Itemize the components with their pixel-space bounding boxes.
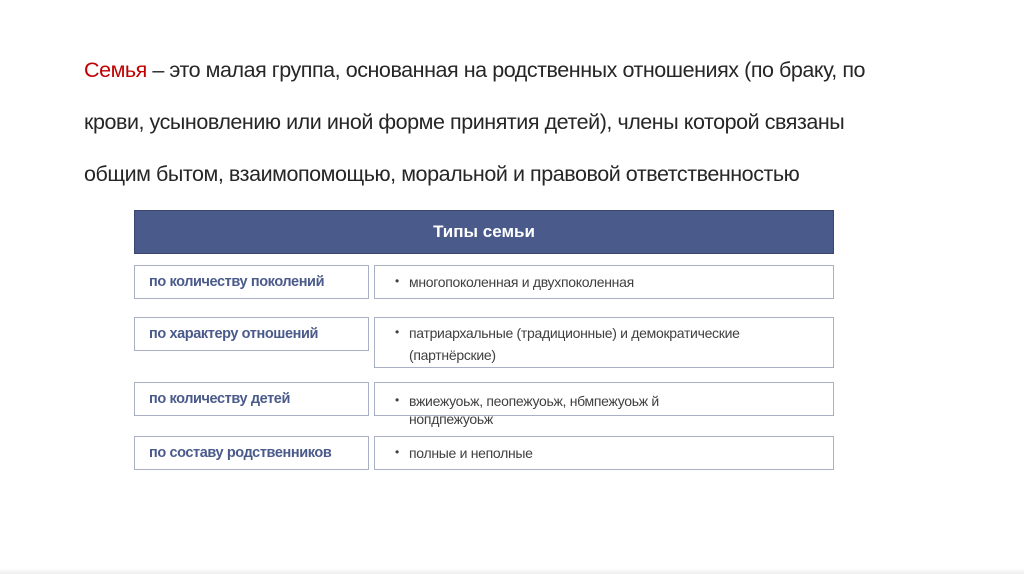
- row-value-text: патриархальные (традиционные) и демократические: [409, 325, 740, 341]
- slide-bottom-edge: [0, 568, 1024, 574]
- row-label-generations: по количеству поколений: [134, 265, 369, 299]
- row-label-relatives: по составу родственников: [134, 436, 369, 470]
- definition-line-1: [84, 44, 984, 96]
- definition-line-3: общим бытом, взаимопомощью, моральной и правовой ответственностью: [84, 162, 800, 186]
- row-value-relations: [374, 317, 834, 368]
- definition-line-1-rest: – это малая группа, основанная на родственных отношениях (по браку, по: [146, 58, 866, 82]
- row-label-relations: по характеру отношений: [134, 317, 369, 351]
- row-value-text: полные и неполные: [409, 445, 533, 461]
- bullet: •: [395, 274, 399, 288]
- row-value-generations: [374, 265, 834, 299]
- row-value-text-line-2: (партнёрские): [409, 347, 496, 363]
- row-value-children: [374, 382, 834, 427]
- row-value-text: вжиежуоьж, пеопежуоьж, нбмпежуоьж й: [409, 393, 659, 409]
- table-title: Типы семьи: [134, 210, 834, 254]
- bullet: •: [395, 325, 399, 339]
- definition-term: Семья: [84, 58, 147, 82]
- row-value-relatives: [374, 436, 834, 470]
- bullet: •: [395, 445, 399, 459]
- definition-text: [84, 44, 984, 200]
- definition-line-2: крови, усыновлению или иной форме принятия детей), члены которой связаны: [84, 110, 845, 134]
- row-value-text: многопоколенная и двухпоколенная: [409, 274, 634, 290]
- row-label-children: по количеству детей: [134, 382, 369, 416]
- row-value-text-line-2: нопдпежуоьж: [409, 411, 493, 427]
- bullet: •: [395, 393, 399, 407]
